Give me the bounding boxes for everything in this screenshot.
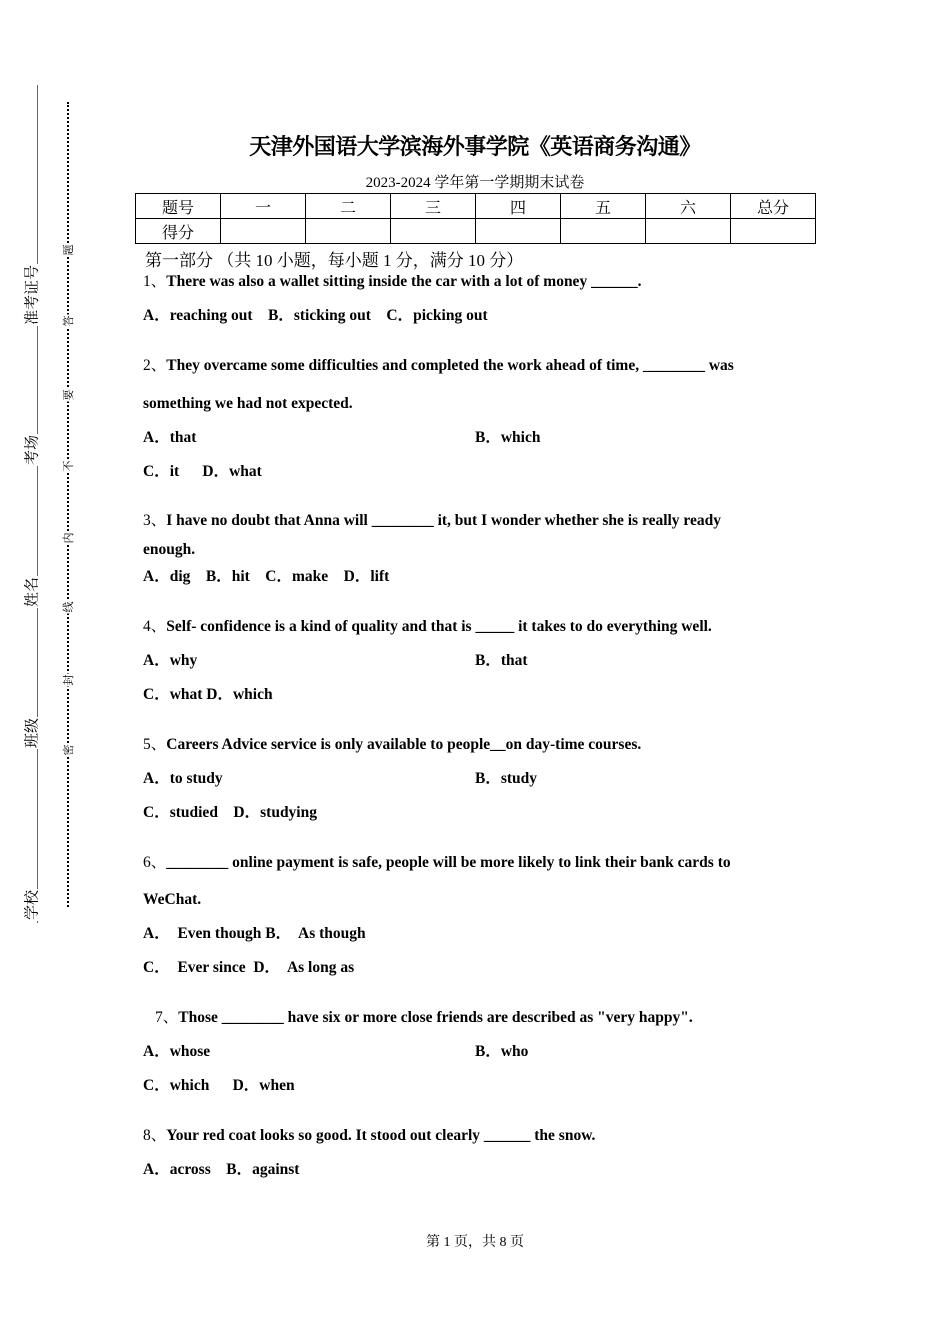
- question-2-option-a: A．that: [143, 429, 197, 446]
- question-number: 3、: [143, 512, 167, 529]
- question-2-option-cd: C．it D．what: [143, 463, 262, 480]
- question-3-options: A．dig B．hit C．make D．lift: [143, 568, 390, 585]
- score-cell: [306, 219, 391, 244]
- header-cell: 一: [221, 194, 306, 219]
- question-2-stem-cont: something we had not expected.: [143, 395, 353, 412]
- question-6-stem-cont: WeChat.: [143, 891, 202, 908]
- seal-char: 不: [62, 460, 75, 472]
- seal-char: 封: [62, 674, 75, 686]
- header-cell: 六: [646, 194, 731, 219]
- stem-text: Your red coat looks so good. It stood out clearly ______ the snow.: [166, 1127, 596, 1144]
- score-table: [135, 193, 816, 244]
- question-6-stem: [143, 853, 731, 873]
- question-5-stem: [143, 735, 641, 755]
- stem-text: Careers Advice service is only available to people__on day-time courses.: [166, 736, 642, 753]
- stem-text: Self- confidence is a kind of quality and that is _____ it takes to do everything well.: [166, 618, 712, 635]
- question-3-stem-cont: enough.: [143, 541, 196, 558]
- question-6-option-cd: C． Ever since D． As long as: [143, 959, 355, 976]
- stem-text: Those ________ have six or more close friends are described as "very happy".: [178, 1009, 693, 1026]
- seal-char: 题: [62, 244, 75, 256]
- question-2-option-b: B．which: [475, 429, 541, 446]
- score-cell: [561, 219, 646, 244]
- header-cell: 题号: [136, 194, 221, 219]
- score-cell: [391, 219, 476, 244]
- field-class: 班级: [19, 717, 44, 749]
- question-8-stem: [143, 1126, 595, 1146]
- score-cell: [221, 219, 306, 244]
- header-cell: 三: [391, 194, 476, 219]
- stem-text: There was also a wallet sitting inside the car with a lot of money ______.: [166, 273, 642, 290]
- seal-char: 线: [62, 601, 75, 613]
- field-name: 姓名: [19, 576, 44, 608]
- question-number: 2、: [143, 357, 167, 374]
- stem-text: ________ online payment is safe, people will be more likely to link their bank cards to: [166, 854, 731, 871]
- question-7-option-cd: C．which D．when: [143, 1077, 295, 1094]
- section-title: 第一部分 （共 10 小题，每小题 1 分，满分 10 分）: [145, 251, 524, 270]
- question-number: 4、: [143, 618, 167, 635]
- question-5-option-cd: C．studied D．studying: [143, 804, 317, 821]
- question-4-stem: [143, 617, 712, 637]
- stem-text: I have no doubt that Anna will ________ it, but I wonder whether she is really ready: [166, 512, 722, 529]
- field-exam-room: 考场: [19, 434, 44, 466]
- seal-char: 密: [62, 744, 75, 756]
- question-1-stem: [143, 272, 641, 292]
- binding-line: [37, 85, 38, 923]
- question-6-option-ab: A． Even though B． As though: [143, 925, 366, 942]
- question-8-options: A．across B．against: [143, 1161, 300, 1178]
- exam-subtitle: 2023-2024 学年第一学期期末试卷: [365, 175, 585, 191]
- question-7-option-a: A．whose: [143, 1043, 211, 1060]
- score-cell: [476, 219, 561, 244]
- field-exam-number: 准考证号: [19, 264, 44, 326]
- seal-char: 答: [62, 315, 75, 327]
- exam-title: 天津外国语大学滨海外事学院《英语商务沟通》: [249, 135, 701, 160]
- question-3-stem: [143, 511, 721, 531]
- question-4-option-b: B．that: [475, 652, 528, 669]
- question-number: 6、: [143, 854, 167, 871]
- seal-char: 内: [62, 532, 75, 544]
- stem-text: They overcame some difficulties and completed the work ahead of time, ________ was: [166, 357, 734, 374]
- header-cell: 总分: [731, 194, 816, 219]
- question-number: 5、: [143, 736, 167, 753]
- question-number: 1、: [143, 273, 167, 290]
- question-4-option-cd: C．what D．which: [143, 686, 273, 703]
- seal-dotted-line: [67, 102, 69, 907]
- field-school: 学校: [19, 889, 44, 921]
- header-cell: 二: [306, 194, 391, 219]
- row-label: 得分: [136, 219, 221, 244]
- seal-char: 要: [62, 389, 75, 401]
- score-table-header-row: [136, 194, 816, 219]
- question-7-stem: [155, 1008, 693, 1028]
- question-5-option-b: B．study: [475, 770, 538, 787]
- score-table-score-row: [136, 219, 816, 244]
- question-7-option-b: B．who: [475, 1043, 529, 1060]
- page-footer: 第 1 页，共 8 页: [426, 1235, 524, 1250]
- score-cell: [731, 219, 816, 244]
- question-5-option-a: A．to study: [143, 770, 223, 787]
- score-cell: [646, 219, 731, 244]
- question-4-option-a: A．why: [143, 652, 198, 669]
- question-1-options: A．reaching out B．sticking out C．picking out: [143, 307, 488, 324]
- header-cell: 五: [561, 194, 646, 219]
- question-2-stem: [143, 356, 734, 376]
- header-cell: 四: [476, 194, 561, 219]
- question-number: 8、: [143, 1127, 167, 1144]
- question-number: 7、: [155, 1009, 179, 1026]
